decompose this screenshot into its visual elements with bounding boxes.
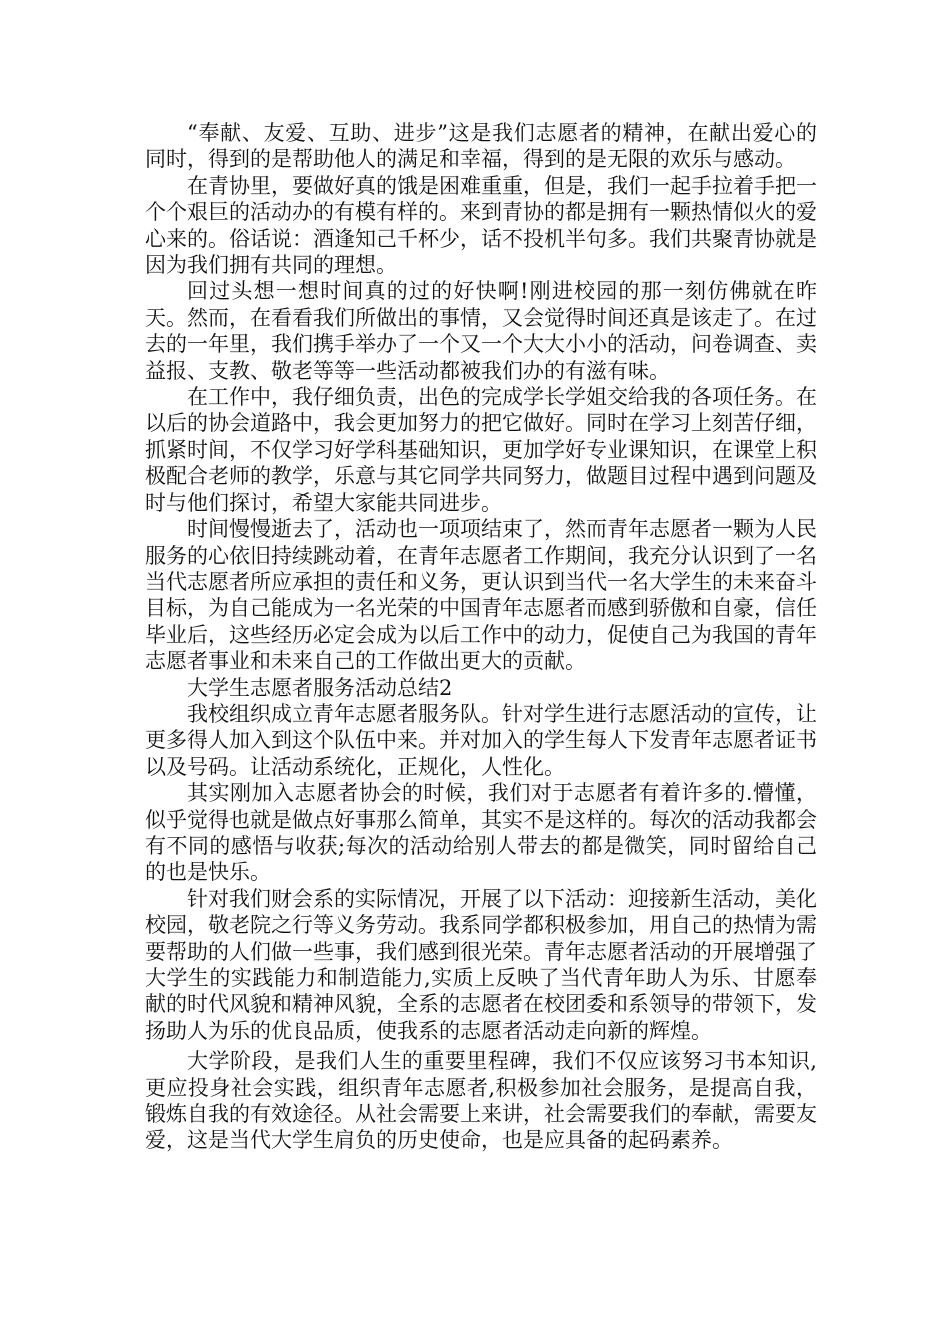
paragraph: 其实刚加入志愿者协会的时候，我们对于志愿者有着许多的.懵懂，似乎觉得也就是做点好事那么简单，其实不是这样的。每次的活动我都会有不同的感悟与收获;每次的活动给别人带去的都是微笑，同时留给自己的也是快乐。 (145, 781, 817, 885)
paragraph: 在青协里，要做好真的饿是困难重重，但是，我们一起手拉着手把一个个艰巨的活动办的有模有样的。来到青协的都是拥有一颗热情似火的爱心来的。俗话说：酒逢知己千杯少，话不投机半句多。我们共聚青协就是因为我们拥有共同的理想。 (145, 173, 817, 278)
paragraph: 回过头想一想时间真的过的好快啊!刚进校园的那一刻仿佛就在昨天。然而，在看看我们所做出的事情，又会觉得时间还真是该走了。在过去的一年里，我们携手举办了一个又一个大大小小的活动，问卷调查、卖益报、支教、敬老等等一些活动都被我们办的有滋有味。 (145, 279, 817, 383)
paragraph: 针对我们财会系的实际情况，开展了以下活动：迎接新生活动，美化校园，敬老院之行等义务劳动。我系同学都积极参加，用自己的热情为需要帮助的人们做一些事，我们感到很光荣。青年志愿者活动的开展增强了大学生的实践能力和制造能力,实质上反映了当代青年助人为乐、甘愿奉献的时代风貌和精神风貌，全系的志愿者在校团委和系领导的带领下，发扬助人为乐的优良品质，使我系的志愿者活动走向新的辉煌。 (145, 886, 817, 1043)
section-title: 大学生志愿者服务活动总结2 (187, 675, 453, 700)
paragraph: “奉献、友爱、互助、进步”这是我们志愿者的精神，在献出爱心的同时，得到的是帮助他人的满足和幸福，得到的是无限的欢乐与感动。 (145, 121, 817, 172)
paragraph: 在工作中，我仔细负责，出色的完成学长学姐交给我的各项任务。在以后的协会道路中，我会更加努力的把它做好。同时在学习上刻苦仔细，抓紧时间，不仅学习好学科基础知识，更加学好专业课知识，在课堂上积极配合老师的教学，乐意与其它同学共同努力，做题目过程中遇到问题及时与他们探讨，希望大家能共同进步。 (145, 385, 817, 515)
paragraph: 时间慢慢逝去了，活动也一项项结束了，然而青年志愿者一颗为人民服务的心依旧持续跳动着，在青年志愿者工作期间，我充分认识到了一名当代志愿者所应承担的责任和义务，更认识到当代一名大学生的未来奋斗目标，为自己能成为一名光荣的中国青年志愿者而感到骄傲和自豪，信任毕业后，这些经历必定会成为以后工作中的动力，促使自己为我国的青年志愿者事业和未来自己的工作做出更大的贡献。 (145, 517, 817, 674)
paragraph: 大学阶段，是我们人生的重要里程碑，我们不仅应该努习书本知识,更应投身社会实践，组织青年志愿者,积极参加社会服务，是提高自我，锻炼自我的有效途径。从社会需要上来讲，社会需要我们的奉献，需要友爱，这是当代大学生肩负的历史使命，也是应具备的起码素养。 (145, 1049, 817, 1153)
paragraph: 我校组织成立青年志愿者服务队。针对学生进行志愿活动的宣传，让更多得人加入到这个队伍中来。并对加入的学生每人下发青年志愿者证书以及号码。让活动系统化，正规化，人性化。 (145, 701, 817, 779)
document-body (145, 120, 817, 1154)
